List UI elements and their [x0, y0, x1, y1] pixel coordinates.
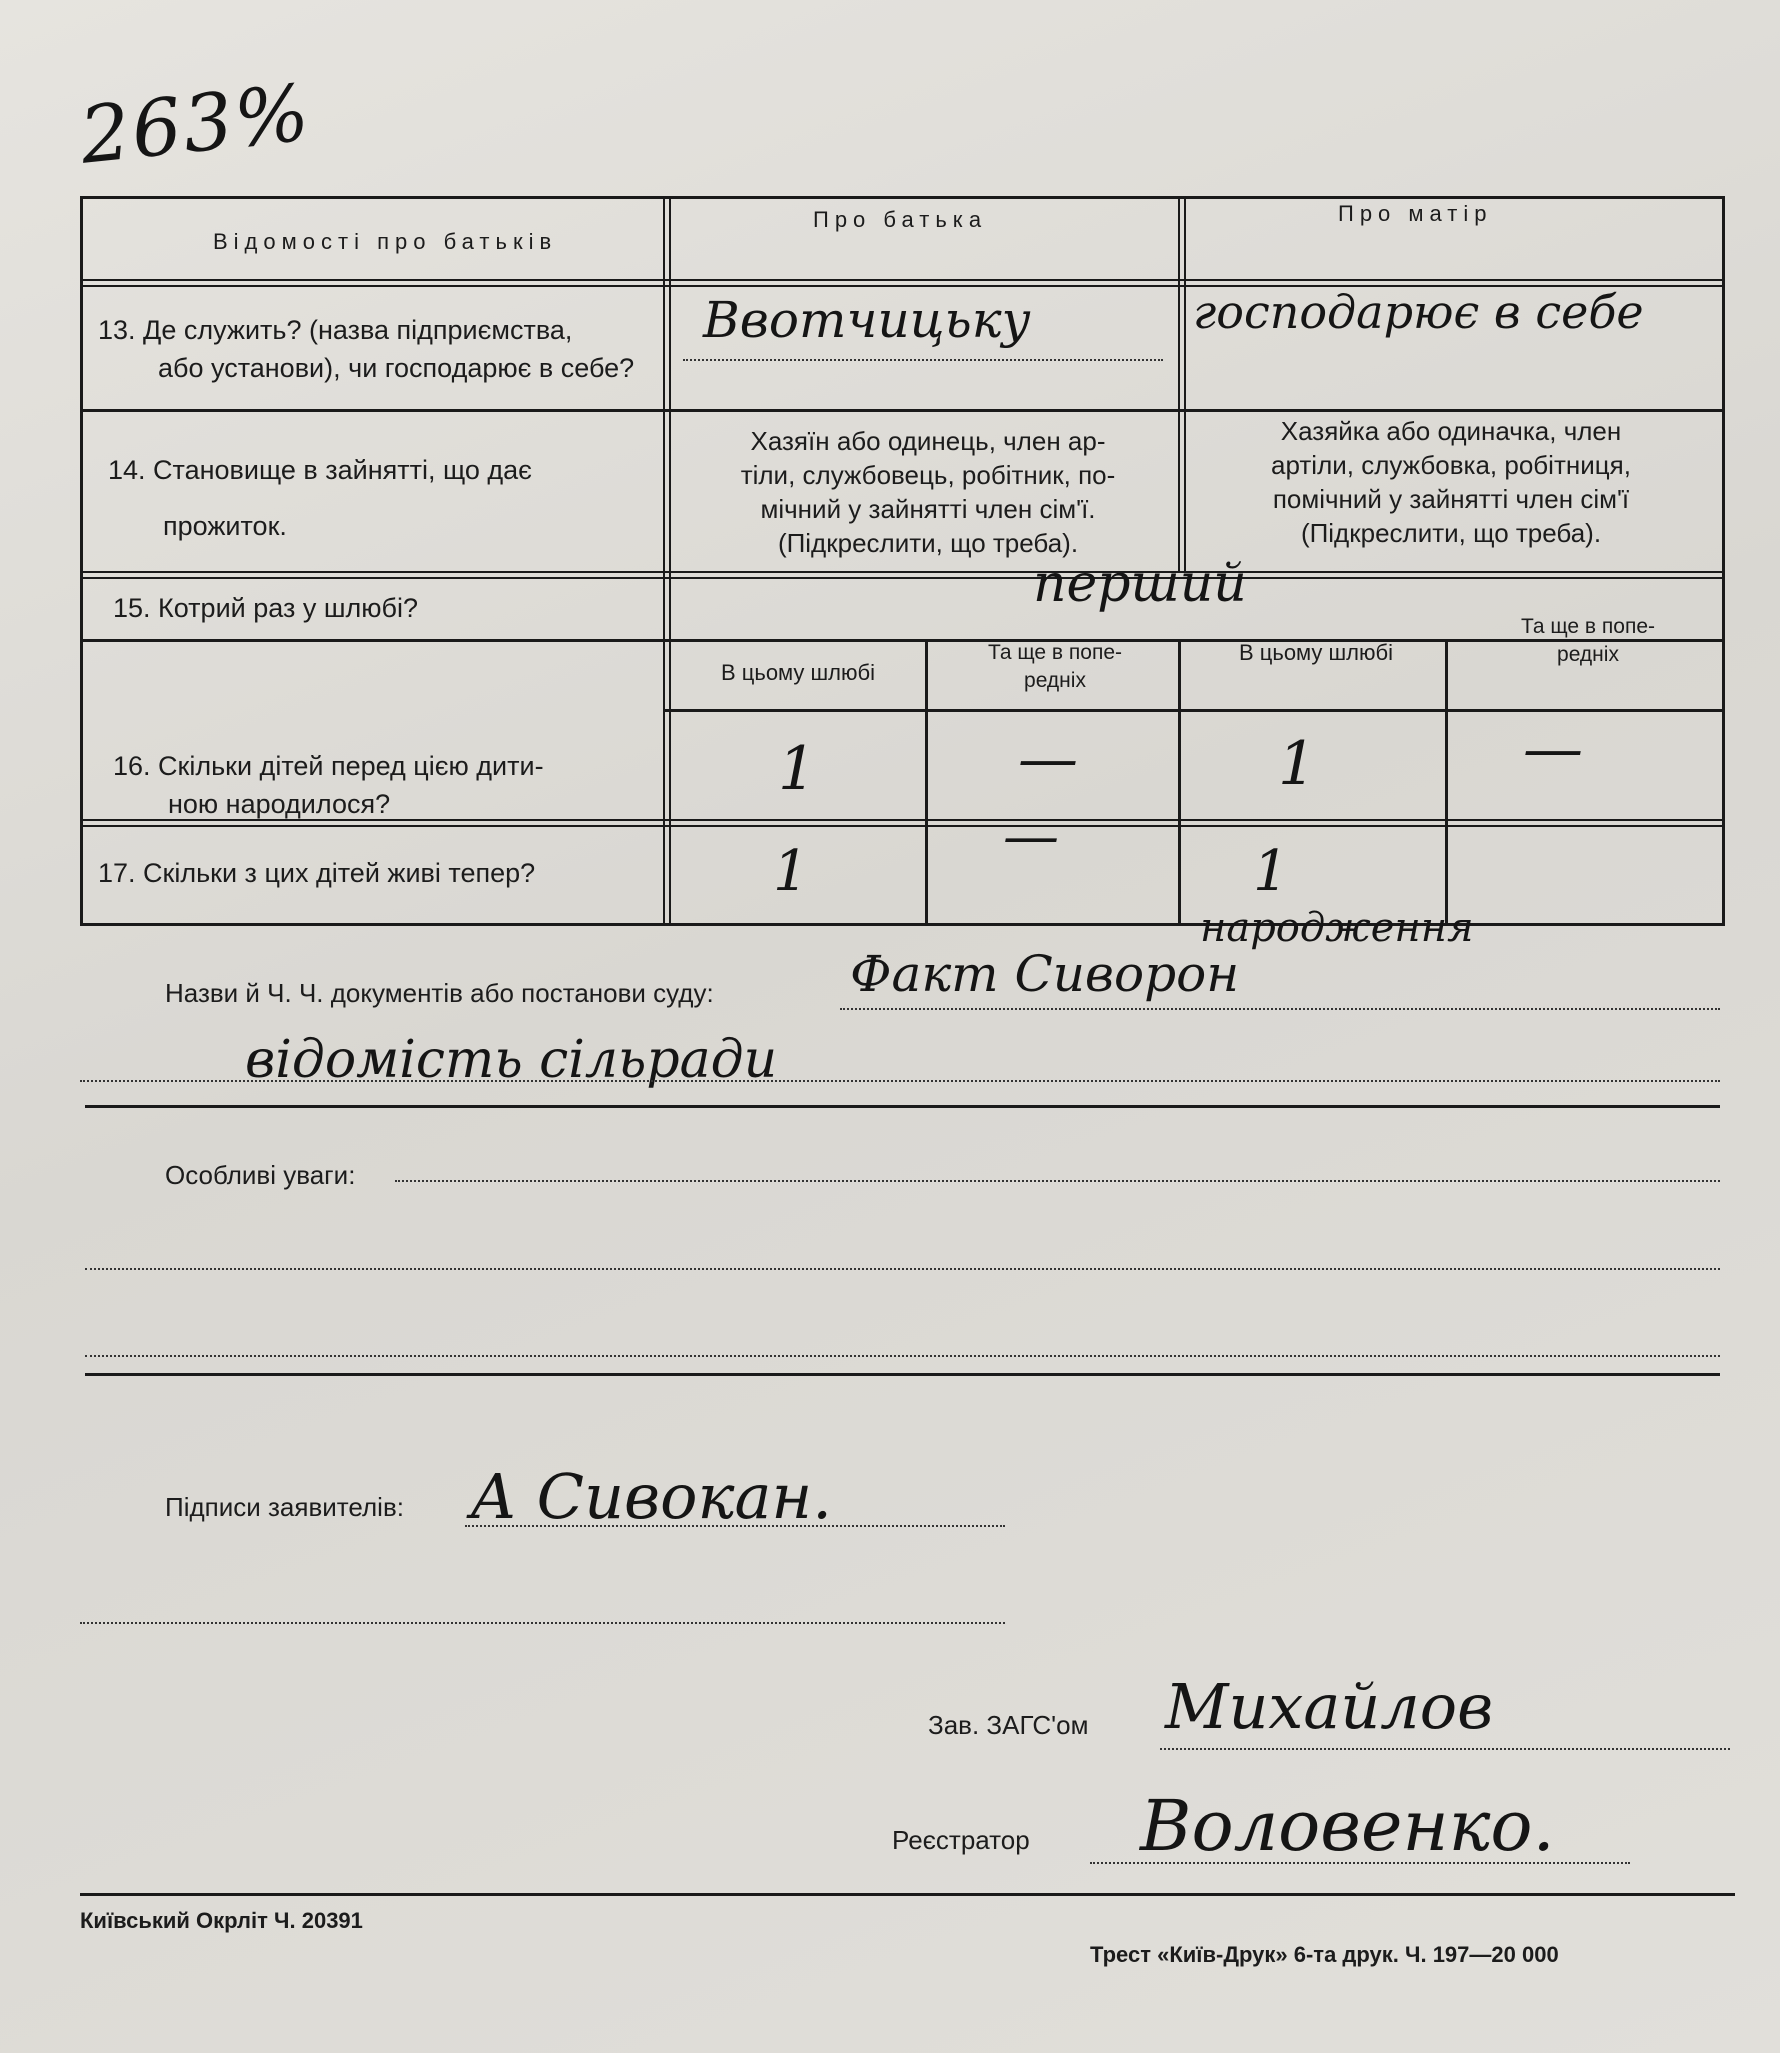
- documents-answer-line2: відомість сільради: [245, 1030, 778, 1090]
- q14-mother-options: Хазяйка або одиначка, член артіли, службовка, робітниця, помічний у зайнятті член сім'ї (Підкреслити, що треба).: [1271, 416, 1631, 548]
- registrar-signature: Воловенко.: [1140, 1785, 1555, 1867]
- documents-answer-insert: народження: [1200, 905, 1474, 951]
- documents-label: Назви й Ч. Ч. документів або постанови суду:: [165, 978, 714, 1008]
- q16-mother-previous: —: [1523, 714, 1583, 784]
- header-parents-info: Відомості про батьків: [213, 229, 558, 254]
- header-father: Про батька: [813, 207, 988, 232]
- q16-label: 16. Скільки дітей перед цією дити- ною народилося?: [113, 751, 544, 819]
- archive-number: 263%: [75, 68, 316, 182]
- subheader-father-previous: Та ще в попе- редніх: [987, 641, 1123, 692]
- zags-head-label: Зав. ЗАГС'ом: [928, 1710, 1089, 1740]
- documents-answer-line1: Факт Сиворон: [850, 945, 1240, 1003]
- q16-father-previous: —: [1018, 724, 1078, 794]
- q14-label: 14. Становище в зайнятті, що дає прожиток.: [108, 455, 532, 541]
- header-mother: Про матір: [1338, 201, 1493, 226]
- q15-answer: перший: [1033, 554, 1247, 614]
- applicants-signature: А Сивокан.: [470, 1460, 832, 1533]
- q16-mother-this: 1: [1278, 729, 1317, 799]
- q13-label: 13. Де служить? (назва підприємства, або установи), чи господарює в себе?: [98, 315, 635, 383]
- q16-father-this: 1: [778, 734, 817, 804]
- q17-mother-this: 1: [1253, 839, 1289, 904]
- q13-mother-answer: господарює в себе: [1193, 285, 1644, 339]
- subheader-father-this-marriage: В цьому шлюбі: [720, 660, 876, 685]
- applicants-signatures-label: Підписи заявителів:: [165, 1492, 404, 1522]
- subheader-mother-this-marriage: В цьому шлюбі: [1238, 640, 1394, 665]
- subheader-mother-previous: Та ще в попе- редніх: [1520, 615, 1656, 666]
- q15-label: 15. Котрий раз у шлюбі?: [113, 593, 418, 623]
- q14-father-options: Хазяїн або одинець, член ар- тіли, службовець, робітник, по- мічний у зайнятті член сім'ї. (Підкреслити, що треба).: [740, 426, 1116, 558]
- zags-head-signature: Михайлов: [1165, 1670, 1494, 1743]
- footer-left: Київський Окрліт Ч. 20391: [80, 1908, 363, 1933]
- q17-label: 17. Скільки з цих дітей живі тепер?: [98, 858, 536, 888]
- special-notes-label: Особливі уваги:: [165, 1160, 356, 1190]
- q13-father-answer: Ввотчицьку: [703, 291, 1031, 349]
- q17-father-this: 1: [773, 839, 809, 904]
- registrar-label: Реєстратор: [892, 1825, 1030, 1855]
- footer-right: Трест «Київ-Друк» 6-та друк. Ч. 197—20 000: [1090, 1942, 1559, 1967]
- parents-info-table: [80, 196, 1725, 926]
- q17-father-previous: —: [1003, 804, 1059, 869]
